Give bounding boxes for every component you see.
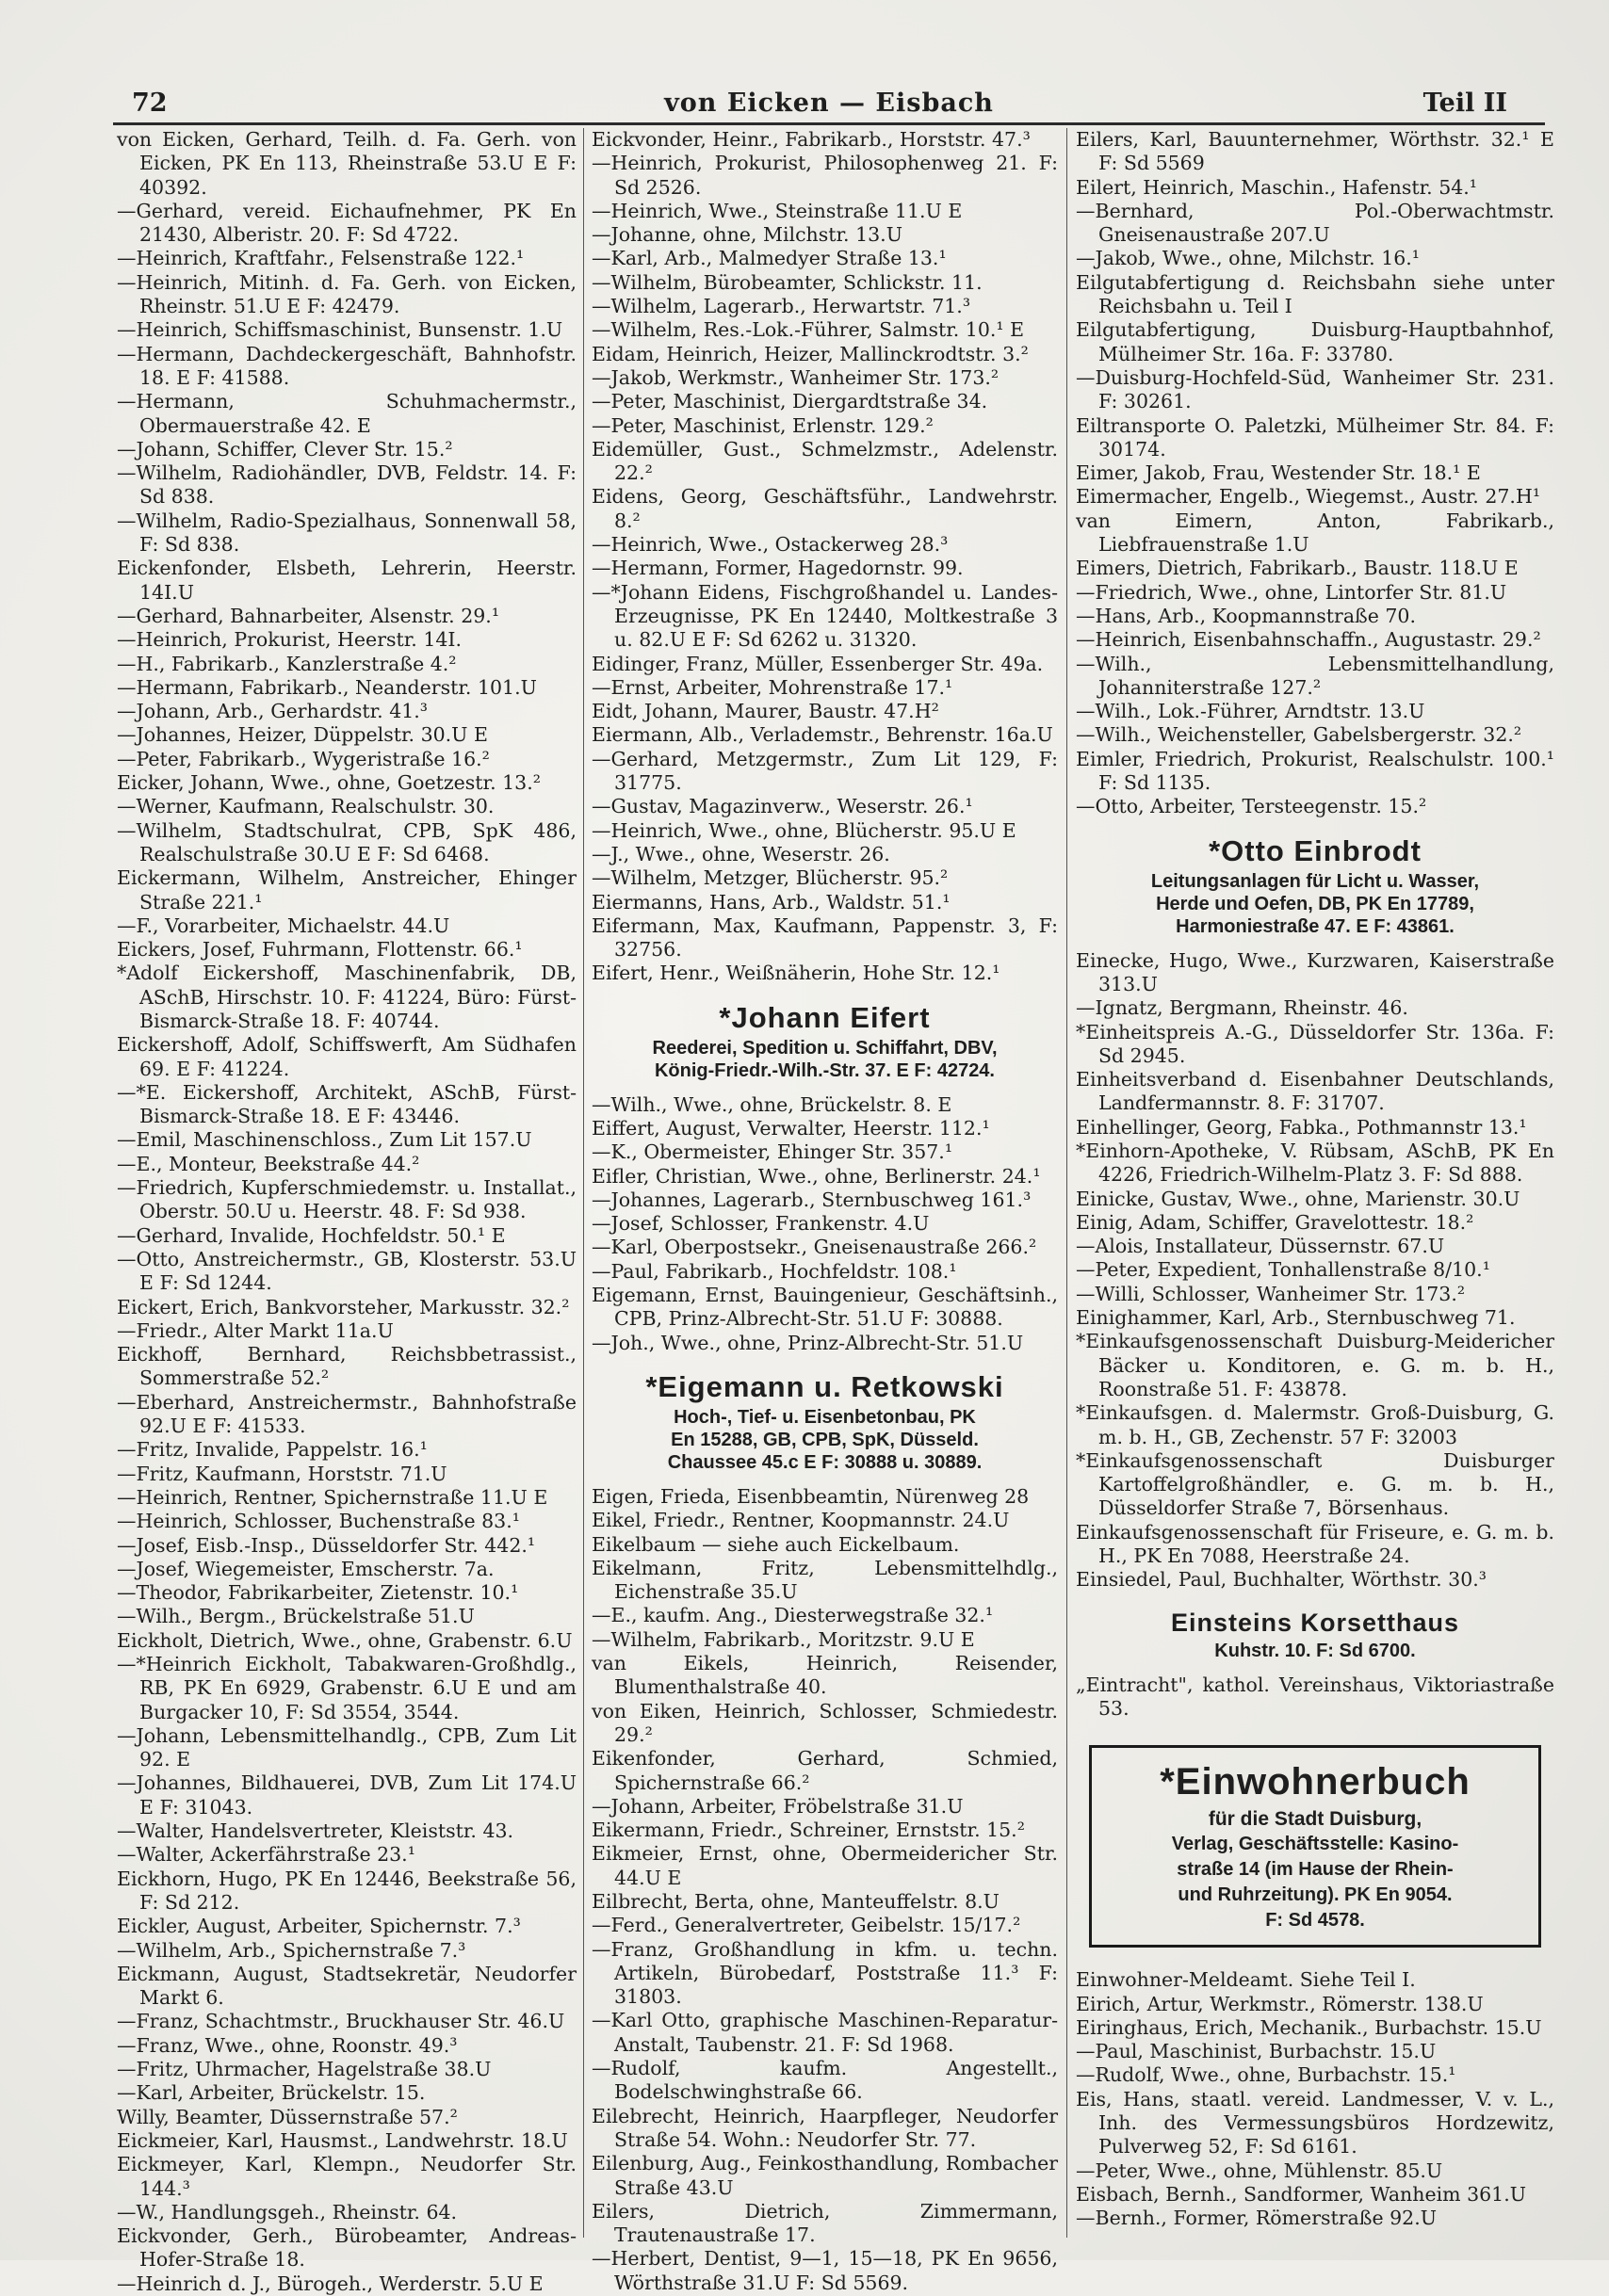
directory-entry: Eiltransporte O. Paletzki, Mülheimer Str. 84. F: 30174. [1076, 413, 1554, 461]
directory-entry: —Heinrich, Schiffsmaschinist, Bunsenstr. 1.U [117, 318, 563, 342]
box-line: und Ruhrzeitung). PK En 9054. [1178, 1884, 1453, 1906]
advert-box-einwohnerbuch [1089, 1745, 1541, 1948]
entry-list [592, 1485, 1058, 2295]
directory-entry: —Josef, Eisb.-Insp., Düsseldorfer Str. 442.¹ [117, 1533, 536, 1557]
directory-entry: Eickmeier, Karl, Hausmst., Landwehrstr. 18.U [117, 2128, 568, 2152]
directory-entry: —Johann, Lebensmittelhandlg., CPB, Zum Lit 92. E [117, 1723, 577, 1771]
directory-entry: —Peter, Wwe., ohne, Mühlenstr. 85.U [1076, 2159, 1443, 2182]
directory-entry: —Paul, Fabrikarb., Hochfeldstr. 108.¹ [592, 1259, 957, 1283]
directory-entry: —H., Fabrikarb., Kanzlerstraße 4.² [117, 652, 457, 675]
directory-entry: —Heinrich, Rentner, Spichernstraße 11.U E [117, 1485, 548, 1509]
column-2 [592, 128, 1058, 2294]
directory-entry: —F., Vorarbeiter, Michaelstr. 44.U [117, 914, 450, 937]
directory-entry: Eisbach, Bernh., Sandformer, Wanheim 361.U [1076, 2182, 1527, 2206]
directory-entry: Eidt, Johann, Maurer, Baustr. 47.H² [592, 700, 939, 723]
directory-entry: Eickhorn, Hugo, PK En 12446, Beekstraße 56, F: Sd 212. [117, 1867, 577, 1914]
directory-entry: —Wilhelm, Radio-Spezialhaus, Sonnenwall 58, F: Sd 838. [117, 509, 577, 557]
directory-entry: —E., kaufm. Ang., Diesterwegstraße 32.¹ [592, 1604, 994, 1627]
directory-entry: —Jakob, Wwe., ohne, Milchstr. 16.¹ [1076, 247, 1421, 270]
running-title: von Eicken — Eisbach [664, 89, 994, 118]
directory-entry: —Alois, Installateur, Düssernstr. 67.U [1076, 1235, 1445, 1258]
directory-entry: —Fritz, Invalide, Pappelstr. 16.¹ [117, 1438, 428, 1462]
entry-list [1076, 128, 1554, 819]
directory-entry: —Gerhard, vereid. Eichaufnehmer, PK En 21430, Alberistr. 20. F: Sd 4722. [117, 199, 577, 247]
directory-entry: Eicker, Johann, Wwe., ohne, Goetzestr. 13.² [117, 771, 541, 795]
box-title: *Einwohnerbuch [1160, 1761, 1471, 1803]
advert-otto-einbrodt [1076, 833, 1554, 938]
directory-entry: —Emil, Maschinenschloss., Zum Lit 157.U [117, 1128, 532, 1152]
directory-entry: —Karl, Oberpostsekr., Gneisenaustraße 266.² [592, 1236, 1037, 1259]
directory-entry: —Johannes, Bildhauerei, DVB, Zum Lit 174.U E F: 31043. [117, 1771, 577, 1819]
directory-entry: —Karl, Arbeiter, Brückelstr. 15. [117, 2081, 426, 2105]
directory-entry: *Einkaufsgenossenschaft Duisburg-Meidericher Bäcker u. Konditoren, e. G. m. b. H., Roonstraße 51. F: 43878. [1076, 1330, 1554, 1400]
directory-entry: —Peter, Maschinist, Erlenstr. 129.² [592, 413, 934, 437]
directory-entry: von Eicken, Gerhard, Teilh. d. Fa. Gerh. von Eicken, PK En 113, Rheinstraße 53.U E F: 40392. [117, 128, 577, 199]
directory-entry: —Heinrich, Wwe., Ostackerweg 28.³ [592, 533, 949, 557]
directory-entry: —W., Handlungsgeh., Rheinstr. 64. [117, 2200, 458, 2223]
directory-entry: Eikmeier, Ernst, ohne, Obermeidericher Str. 44.U E [592, 1842, 1058, 1889]
directory-entry: —Bernhard, Pol.-Oberwachtmstr. Gneisenaustraße 207.U [1076, 199, 1554, 247]
directory-entry: —Wilhelm, Radiohändler, DVB, Feldstr. 14. F: Sd 838. [117, 461, 577, 509]
directory-entry: Eickert, Erich, Bankvorsteher, Markusstr. 32.² [117, 1295, 570, 1318]
directory-entry: Einicke, Gustav, Wwe., ohne, Marienstr. 30.U [1076, 1187, 1520, 1210]
directory-entry: Eiermanns, Hans, Arb., Waldstr. 51.¹ [592, 890, 951, 914]
directory-entry: „Eintracht", kathol. Vereinshaus, Viktoriastraße 53. [1076, 1673, 1554, 1720]
directory-entry: Eilenburg, Aug., Feinkosthandlung, Rombacher Straße 43.U [592, 2152, 1058, 2199]
directory-entry: von Eiken, Heinrich, Schlosser, Schmiedestr. 29.² [592, 1699, 1058, 1746]
directory-entry: —Rudolf, kaufm. Angestellt., Bodelschwinghstraße 66. [592, 2057, 1058, 2104]
directory-entry: Eikermann, Friedr., Schreiner, Ernststr. 15.² [592, 1819, 1025, 1842]
directory-entry: —*E. Eickershoff, Architekt, ASchB, Fürst-Bismarck-Straße 18. E F: 43446. [117, 1080, 577, 1128]
directory-entry: Einsiedel, Paul, Buchhalter, Wörthstr. 30.³ [1076, 1568, 1487, 1592]
directory-entry: —Ignatz, Bergmann, Rheinstr. 46. [1076, 996, 1408, 1020]
directory-entry: —Franz, Großhandlung in kfm. u. techn. Artikeln, Bürobedarf, Poststraße 11.³ F: 31803. [592, 1937, 1058, 2009]
advert-line: Chaussee 45.c E F: 30888 u. 30889. [667, 1451, 983, 1473]
advert-line: Reederei, Spedition u. Schiffahrt, DBV, [652, 1037, 998, 1059]
directory-entry: Eickvonder, Heinr., Fabrikarb., Horststr. 47.³ [592, 128, 1031, 151]
directory-entry: —Duisburg-Hochfeld-Süd, Wanheimer Str. 231. F: 30261. [1076, 365, 1554, 413]
directory-entry: Eidens, Georg, Geschäftsführ., Landwehrstr. 8.² [592, 485, 1058, 532]
directory-entry: Eikelmann, Fritz, Lebensmittelhdlg., Eichenstraße 35.U [592, 1556, 1058, 1604]
directory-entry: —Josef, Wiegemeister, Emscherstr. 7a. [117, 1557, 495, 1580]
directory-entry: —Wilhelm, Stadtschulrat, CPB, SpK 486, Realschulstraße 30.U E F: Sd 6468. [117, 818, 577, 865]
directory-entry: —K., Obermeister, Ehinger Str. 357.¹ [592, 1140, 953, 1164]
directory-entry: —Jakob, Werkmstr., Wanheimer Str. 173.² [592, 365, 1000, 389]
advert-einsteins-korsetthaus [1076, 1606, 1554, 1662]
entry-list [1076, 1673, 1554, 1722]
directory-entry: —Rudolf, Wwe., ohne, Burbachstr. 15.¹ [1076, 2063, 1456, 2087]
directory-entry: —Heinrich, Wwe., ohne, Blücherstr. 95.U E [592, 818, 1016, 842]
column-3 [1076, 128, 1554, 2238]
directory-entry: —Hans, Arb., Koopmannstraße 70. [1076, 604, 1416, 627]
directory-entry: Eickvonder, Gerh., Bürobeamter, Andreas-Hofer-Straße 18. [117, 2224, 577, 2272]
directory-entry: *Einkaufsgenossenschaft Duisburger Kartoffelgroßhändler, e. G. m. b. H., Düsseldorfer Straße 7, Börsenhaus. [1076, 1448, 1554, 1520]
advert-line: Kuhstr. 10. F: Sd 6700. [1214, 1640, 1416, 1661]
column-divider [1066, 128, 1067, 2238]
advert-name: *Otto Einbrodt [1209, 833, 1422, 867]
advert-name: Einsteins Korsetthaus [1170, 1608, 1460, 1637]
entry-list [592, 1093, 1058, 1355]
directory-entry: Eimler, Friedrich, Prokurist, Realschulstr. 100.¹ F: Sd 1135. [1076, 747, 1554, 795]
directory-entry: Eilebrecht, Heinrich, Haarpfleger, Neudorfer Straße 54. Wohn.: Neudorfer Str. 77. [592, 2104, 1058, 2151]
advert-line: Harmoniestraße 47. E F: 43861. [1176, 915, 1455, 937]
directory-entry: —Karl Otto, graphische Maschinen-Reparatur-Anstalt, Taubenstr. 21. F: Sd 1968. [592, 2009, 1058, 2056]
directory-entry: Eimers, Dietrich, Fabrikarb., Baustr. 118.U E [1076, 557, 1519, 580]
page-number: 72 [132, 89, 168, 118]
directory-entry: Eikelbaum — siehe auch Eickelbaum. [592, 1532, 960, 1556]
directory-entry: —Wilhelm, Metzger, Blücherstr. 95.² [592, 866, 949, 890]
directory-entry: —J., Wwe., ohne, Weserstr. 26. [592, 842, 890, 865]
directory-entry: —Wilhelm, Fabrikarb., Moritzstr. 9.U E [592, 1627, 975, 1651]
directory-entry: —Herbert, Dentist, 9—1, 15—18, PK En 9656, Wörthstraße 31.U F: Sd 5569. [592, 2247, 1058, 2294]
directory-entry: —Ferd., Generalvertreter, Geibelstr. 15/17.² [592, 1914, 1021, 1937]
directory-entry: —Wilhelm, Res.-Lok.-Führer, Salmstr. 10.¹ E [592, 318, 1025, 342]
directory-entry: —Paul, Maschinist, Burbachstr. 15.U [1076, 2040, 1437, 2063]
directory-entry: Einig, Adam, Schiffer, Gravelottestr. 18.² [1076, 1210, 1474, 1234]
directory-entry: Eilbrecht, Berta, ohne, Manteuffelstr. 8.U [592, 1890, 1000, 1913]
directory-entry: Eimermacher, Engelb., Wiegemst., Austr. 27.H¹ [1076, 485, 1541, 509]
directory-entry: —Wilh., Weichensteller, Gabelsbergerstr. 32.² [1076, 723, 1522, 747]
directory-entry: —Eberhard, Anstreichermstr., Bahnhofstraße 92.U E F: 41533. [117, 1390, 577, 1438]
directory-entry: —Josef, Schlosser, Frankenstr. 4.U [592, 1212, 930, 1236]
directory-entry: Eilert, Heinrich, Maschin., Hafenstr. 54.¹ [1076, 175, 1478, 199]
directory-entry: Eidam, Heinrich, Heizer, Mallinckrodtstr. 3.² [592, 342, 1029, 365]
directory-entry: —Peter, Maschinist, Diergardtstraße 34. [592, 390, 988, 413]
directory-entry: —Hermann, Schuhmachermstr., Obermauerstraße 42. E [117, 390, 577, 437]
directory-entry: Einecke, Hugo, Wwe., Kurzwaren, Kaiserstraße 313.U [1076, 948, 1554, 995]
box-line: Verlag, Geschäftsstelle: Kasino- [1171, 1834, 1459, 1855]
entry-list [592, 128, 1058, 986]
directory-entry: Eickmann, August, Stadtsekretär, Neudorfer Markt 6. [117, 1962, 577, 2010]
box-line: straße 14 (im Hause der Rhein- [1177, 1859, 1454, 1881]
directory-entry: Eirich, Artur, Werkmstr., Römerstr. 138.U [1076, 1992, 1484, 2015]
directory-entry: —Friedrich, Wwe., ohne, Lintorfer Str. 81.U [1076, 580, 1507, 604]
box-line: F: Sd 4578. [1265, 1910, 1365, 1932]
directory-entry: —Johann, Arbeiter, Fröbelstraße 31.U [592, 1794, 964, 1818]
directory-entry: —Johanne, ohne, Milchstr. 13.U [592, 223, 902, 247]
directory-entry: Eilgutabfertigung d. Reichsbahn siehe unter Reichsbahn u. Teil I [1076, 270, 1554, 318]
directory-entry: Eigen, Frieda, Eisenbbeamtin, Nürenweg 28 [592, 1484, 1030, 1508]
directory-entry: —*Johann Eidens, Fischgroßhandel u. Landes-Erzeugnisse, PK En 12440, Moltkestraße 3 u. 82.U E F: Sd 6262 u. 31320. [592, 580, 1058, 652]
part-label: Teil II [1422, 89, 1507, 118]
directory-entry: —Heinrich, Eisenbahnschaffn., Augustastr. 29.² [1076, 628, 1541, 652]
directory-entry: —Hermann, Fabrikarb., Neanderstr. 101.U [117, 675, 537, 699]
directory-entry: Eikel, Friedr., Rentner, Koopmannstr. 24.U [592, 1509, 1010, 1532]
directory-entry: —Heinrich, Schlosser, Buchenstraße 83.¹ [117, 1510, 520, 1533]
column-divider [583, 128, 584, 2238]
directory-entry: —Johann, Schiffer, Clever Str. 15.² [117, 437, 453, 461]
directory-entry: Eickler, August, Arbeiter, Spichernstr. 7.³ [117, 1915, 521, 1938]
directory-entry: Eickershoff, Adolf, Schiffswerft, Am Südhafen 69. E F: 41224. [117, 1033, 577, 1080]
advert-johann-eifert [592, 999, 1058, 1082]
directory-entry: —Wilhelm, Bürobeamter, Schlickstr. 11. [592, 270, 983, 294]
directory-entry: Einwohner-Meldeamt. Siehe Teil I. [1076, 1968, 1416, 1992]
directory-entry: —Ernst, Arbeiter, Mohrenstraße 17.¹ [592, 675, 953, 699]
directory-entry: Eilers, Dietrich, Zimmermann, Trautenaustraße 17. [592, 2199, 1058, 2247]
directory-entry: —Gustav, Magazinverw., Weserstr. 26.¹ [592, 795, 973, 818]
directory-entry: Eiringhaus, Erich, Mechanik., Burbachstr. 15.U [1076, 2015, 1542, 2039]
directory-entry: —Willi, Schlosser, Wanheimer Str. 173.² [1076, 1282, 1466, 1305]
directory-entry: Einheitsverband d. Eisenbahner Deutschlands, Landfermannstr. 8. F: 31707. [1076, 1068, 1554, 1115]
directory-entry: van Eimern, Anton, Fabrikarb., Liebfrauenstraße 1.U [1076, 509, 1554, 557]
directory-entry: van Eikels, Heinrich, Reisender, Blumenthalstraße 40. [592, 1652, 1058, 1699]
directory-entry: —Johannes, Heizer, Düppelstr. 30.U E [117, 723, 488, 747]
directory-entry: Eifert, Henr., Weißnäherin, Hohe Str. 12.¹ [592, 962, 1000, 985]
directory-entry: Eickholt, Dietrich, Wwe., ohne, Grabenstr. 6.U [117, 1628, 573, 1652]
directory-entry: —Gerhard, Metzgermstr., Zum Lit 129, F: 31775. [592, 747, 1058, 795]
directory-entry: —Walter, Ackerfährstraße 23.¹ [117, 1843, 415, 1867]
directory-entry: —Heinrich, Mitinh. d. Fa. Gerh. von Eicken, Rheinstr. 51.U E F: 42479. [117, 270, 577, 318]
directory-entry: Eigemann, Ernst, Bauingenieur, Geschäftsinh., CPB, Prinz-Albrecht-Str. 51.U F: 30888. [592, 1284, 1058, 1331]
directory-entry: —Gerhard, Bahnarbeiter, Alsenstr. 29.¹ [117, 604, 500, 627]
directory-entry: Eickers, Josef, Fuhrmann, Flottenstr. 66.¹ [117, 938, 523, 962]
advert-line: Leitungsanlagen für Licht u. Wasser, [1150, 870, 1480, 892]
directory-entry: *Einkaufsgen. d. Malermstr. Groß-Duisburg, G. m. b. H., GB, Zechenstr. 57 F: 32003 [1076, 1401, 1554, 1448]
directory-entry: Einhellinger, Georg, Fabka., Pothmannstr 13.¹ [1076, 1115, 1527, 1139]
directory-entry: *Adolf Eickershoff, Maschinenfabrik, DB, ASchB, Hirschstr. 10. F: 41224, Büro: Fürst-Bismarck-Straße 18. F: 40744. [117, 962, 577, 1032]
directory-entry: —Wilhelm, Lagerarb., Herwartstr. 71.³ [592, 295, 971, 318]
directory-entry: Eis, Hans, staatl. vereid. Landmesser, V. v. L., Inh. des Vermessungsbüros Hordzewitz, Pulverweg 52, F: Sd 6161. [1076, 2087, 1554, 2159]
advert-eigemann-retkowski [592, 1368, 1058, 1474]
advert-line: König-Friedr.-Wilh.-Str. 37. E F: 42724. [654, 1059, 995, 1081]
directory-entry: Eikenfonder, Gerhard, Schmied, Spichernstraße 66.² [592, 1747, 1058, 1794]
advert-line: Herde und Oefen, DB, PK En 17789, [1156, 893, 1474, 914]
directory-entry: Eidemüller, Gust., Schmelzmstr., Adelenstr. 22.² [592, 437, 1058, 485]
directory-entry: —Peter, Expedient, Tonhallenstraße 8/10.¹ [1076, 1258, 1490, 1282]
directory-entry: —Fritz, Kaufmann, Horststr. 71.U [117, 1462, 447, 1485]
directory-entry: Eickermann, Wilhelm, Anstreicher, Ehinger Straße 221.¹ [117, 866, 577, 914]
directory-entry: —Heinrich, Wwe., Steinstraße 11.U E [592, 199, 963, 222]
directory-entry: *Einheitspreis A.-G., Düsseldorfer Str. 136a. F: Sd 2945. [1076, 1020, 1554, 1067]
directory-entry: —Wilhelm, Arb., Spichernstraße 7.³ [117, 1938, 466, 1962]
directory-entry: Eimer, Jakob, Frau, Westender Str. 18.¹ E [1076, 461, 1481, 485]
directory-entry: Einkaufsgenossenschaft für Friseure, e. G. m. b. H., PK En 7088, Heerstraße 24. [1076, 1520, 1554, 1568]
advert-line: Hoch-, Tief- u. Eisenbetonbau, PK [674, 1406, 976, 1428]
directory-entry: —Johannes, Lagerarb., Sternbuschweg 161.³ [592, 1188, 1032, 1211]
directory-entry: —Walter, Handelsvertreter, Kleiststr. 43. [117, 1819, 514, 1843]
directory-entry: Eifler, Christian, Wwe., ohne, Berlinerstr. 24.¹ [592, 1164, 1041, 1188]
directory-entry: —Hermann, Dachdeckergeschäft, Bahnhofstr. 18. E F: 41588. [117, 342, 577, 389]
directory-entry: Eickenfonder, Elsbeth, Lehrerin, Heerstr. 14I.U [117, 557, 577, 604]
box-subtitle: für die Stadt Duisburg, [1208, 1808, 1422, 1831]
directory-entry: —Friedr., Alter Markt 11a.U [117, 1318, 394, 1342]
directory-entry: —Friedrich, Kupferschmiedemstr. u. Installat., Oberstr. 50.U u. Heerstr. 48. F: Sd 938. [117, 1176, 577, 1223]
directory-entry: Eidinger, Franz, Müller, Essenberger Str. 49a. [592, 652, 1044, 675]
page-header [113, 85, 1545, 125]
directory-entry: Eilers, Karl, Bauunternehmer, Wörthstr. 32.¹ E F: Sd 5569 [1076, 128, 1554, 175]
directory-entry: —Heinrich, Kraftfahr., Felsenstraße 122.¹ [117, 247, 525, 270]
directory-entry: —Heinrich, Prokurist, Heerstr. 14I. [117, 628, 463, 652]
directory-entry: —Otto, Anstreichermstr., GB, Klosterstr. 53.U E F: Sd 1244. [117, 1247, 577, 1295]
directory-entry: —Hermann, Former, Hagedornstr. 99. [592, 557, 964, 580]
directory-entry: Eifermann, Max, Kaufmann, Pappenstr. 3, F: 32756. [592, 914, 1058, 962]
directory-entry: —*Heinrich Eickholt, Tabakwaren-Großhdlg., RB, PK En 6929, Grabenstr. 6.U E und am Burgacker 10, F: Sd 3554, 3544. [117, 1653, 577, 1723]
directory-entry: —E., Monteur, Beekstraße 44.² [117, 1152, 420, 1175]
directory-entry: —Peter, Fabrikarb., Wygeristraße 16.² [117, 747, 490, 770]
directory-entry: —Wilh., Bergm., Brückelstraße 51.U [117, 1605, 475, 1628]
entry-list [117, 128, 577, 2296]
directory-entry: —Theodor, Fabrikarbeiter, Zietenstr. 10.¹ [117, 1581, 519, 1605]
directory-entry: —Heinrich, Prokurist, Philosophenweg 21. F: Sd 2526. [592, 152, 1058, 199]
directory-entry: —Otto, Arbeiter, Tersteegenstr. 15.² [1076, 795, 1427, 818]
directory-entry: Eickhoff, Bernhard, Reichsbbetrassist., Sommerstraße 52.² [117, 1343, 577, 1390]
directory-entry: —Fritz, Uhrmacher, Hagelstraße 38.U [117, 2058, 492, 2081]
directory-entry: Eilgutabfertigung, Duisburg-Hauptbahnhof, Mülheimer Str. 16a. F: 33780. [1076, 318, 1554, 365]
directory-entry: —Karl, Arb., Malmedyer Straße 13.¹ [592, 247, 947, 270]
column-1 [117, 128, 577, 2295]
directory-entry: —Werner, Kaufmann, Realschulstr. 30. [117, 795, 495, 818]
directory-entry: —Wilh., Wwe., ohne, Brückelstr. 8. E [592, 1092, 952, 1116]
directory-entry: —Gerhard, Invalide, Hochfeldstr. 50.¹ E [117, 1223, 506, 1247]
directory-entry: Eiffert, August, Verwalter, Heerstr. 112.¹ [592, 1116, 990, 1140]
directory-entry: Eickmeyer, Karl, Klempn., Neudorfer Str. 144.³ [117, 2153, 577, 2200]
directory-entry: —Wilh., Lebensmittelhandlung, Johanniterstraße 127.² [1076, 652, 1554, 699]
directory-entry: —Joh., Wwe., ohne, Prinz-Albrecht-Str. 51.U [592, 1331, 1024, 1354]
directory-entry: —Bernh., Former, Römerstraße 92.U [1076, 2207, 1437, 2230]
directory-entry: *Einhorn-Apotheke, V. Rübsam, ASchB, PK En 4226, Friedrich-Wilhelm-Platz 3. F: Sd 888. [1076, 1139, 1554, 1187]
advert-line: En 15288, GB, CPB, SpK, Düsseld. [671, 1429, 979, 1450]
directory-entry: —Franz, Wwe., ohne, Roonstr. 49.³ [117, 2033, 458, 2057]
directory-entry: —Heinrich d. J., Bürogeh., Werderstr. 5.U E [117, 2272, 544, 2295]
entry-list [1076, 949, 1554, 1593]
directory-entry: Einighammer, Karl, Arb., Sternbuschweg 71. [1076, 1306, 1516, 1330]
directory-entry: —Wilh., Lok.-Führer, Arndtstr. 13.U [1076, 700, 1425, 723]
directory-entry: —Johann, Arb., Gerhardstr. 41.³ [117, 700, 429, 723]
entry-list [1076, 1968, 1554, 2230]
directory-entry: Eiermann, Alb., Verlademstr., Behrenstr. 16a.U [592, 723, 1053, 747]
directory-entry: —Franz, Schachtmstr., Bruckhauser Str. 46.U [117, 2010, 565, 2033]
advert-name: *Eigemann u. Retkowski [645, 1369, 1004, 1403]
directory-entry: Willy, Beamter, Düssernstraße 57.² [117, 2105, 458, 2128]
advert-name: *Johann Eifert [719, 1000, 931, 1034]
